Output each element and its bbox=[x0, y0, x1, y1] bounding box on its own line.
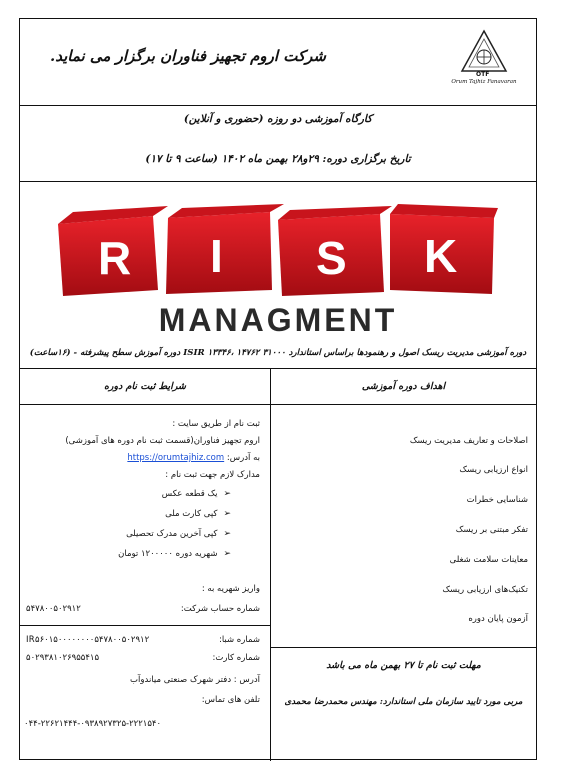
divider bbox=[20, 625, 270, 626]
doc-item bbox=[162, 489, 231, 499]
check-icon: ➢ bbox=[223, 549, 231, 559]
website-link[interactable]: https://orumtajhiz.com bbox=[127, 453, 225, 463]
list-item: معاینات سلامت شغلی bbox=[449, 555, 528, 565]
list-item: انواع ارزیابی ریسک bbox=[459, 465, 528, 475]
address-line: آدرس : دفتر شهرک صنعتی میاندوآب bbox=[130, 675, 260, 685]
divider bbox=[271, 647, 536, 648]
check-icon: ➢ bbox=[223, 489, 231, 499]
doc-item-label: کپی آخرین مدرک تحصیلی bbox=[126, 529, 218, 539]
divider bbox=[20, 105, 536, 106]
registration-header: شرایط ثبت نام دوره bbox=[103, 381, 187, 392]
cube-letter-i: I bbox=[210, 230, 223, 282]
date-line: تاریخ برگزاری دوره: ۲۹و۲۸ بهمن ماه ۱۴۰۲ (ساعت ۹ تا ۱۷) bbox=[145, 153, 411, 165]
cube-k bbox=[390, 204, 498, 294]
divider bbox=[20, 181, 536, 182]
cube-letter-r: R bbox=[98, 232, 132, 284]
workshop-line: کارگاه آموزشی دو روزه (حضوری و آنلاین) bbox=[183, 113, 373, 125]
document-page bbox=[19, 18, 537, 760]
sheba-number: IR۵۶۰۱۵۰۰۰۰۰۰۰۰۵۴۷۸۰۰۵۰۲۹۱۲ bbox=[26, 635, 150, 645]
risk-management-banner bbox=[58, 204, 498, 334]
registration-line2: اروم تجهیز فناوران(قسمت ثبت نام دوره های آموزشی) bbox=[65, 436, 260, 446]
logo-text: Orum Tajhiz Fanavaran bbox=[451, 79, 517, 85]
account-label: شماره حساب شرکت: bbox=[180, 604, 260, 614]
card-label: شماره کارت: bbox=[212, 653, 260, 663]
objectives-header: اهداف دوره آموزشی bbox=[361, 381, 446, 392]
check-icon: ➢ bbox=[223, 509, 231, 519]
phone-label: تلفن های تماس: bbox=[201, 695, 260, 705]
course-line: دوره آموزشی مدیریت ریسک اصول و رهنمودها براساس استاندارد ۳۱۰۰۰ ISIR ۱۳۳۴۶، ۱۴۷۶۲ دوره آموزش سطح پیشرفته - (۱۶ساعت) bbox=[29, 348, 527, 358]
company-title: شرکت اروم تجهیز فناوران برگزار می نماید. bbox=[49, 47, 326, 65]
cube-letter-s: S bbox=[316, 232, 347, 284]
sheba-label: شماره شبا: bbox=[218, 635, 260, 645]
doc-item-label: کپی کارت ملی bbox=[165, 509, 218, 519]
cube-r bbox=[58, 206, 168, 296]
registration-line1: ثبت نام از طریق سایت : bbox=[172, 419, 260, 429]
list-item: شناسایی خطرات bbox=[466, 495, 528, 505]
account-number: ۵۴۷۸۰۰۵۰۲۹۱۲ bbox=[26, 604, 81, 614]
doc-item-label: یک قطعه عکس bbox=[161, 489, 218, 499]
docs-label: مدارک لازم جهت ثبت نام : bbox=[165, 470, 260, 480]
trainer-line: مربی مورد تایید سازمان ملی استاندارد: مهندس محمدرضا محمدی bbox=[284, 697, 523, 707]
company-logo bbox=[451, 27, 517, 91]
cube-letter-k: K bbox=[424, 230, 458, 282]
list-item: تکنیک‌های ارزیابی ریسک bbox=[442, 585, 528, 595]
objectives-list bbox=[271, 405, 536, 655]
phone-numbers: ۰۴۴-۲۲۶۲۱۴۴۴-۰۹۳۸۹۲۷۳۲۵-۲۲۲۱۵۴۰ bbox=[24, 719, 162, 729]
doc-item-label: شهریه دوره ۱۲۰۰۰۰۰ تومان bbox=[118, 549, 218, 559]
doc-item bbox=[118, 549, 231, 559]
logo-mark: OTF bbox=[476, 71, 490, 78]
banner-word: MANAGMENT bbox=[158, 302, 398, 334]
deadline-line: مهلت ثبت نام تا ۲۷ بهمن ماه می باشد bbox=[326, 660, 481, 671]
check-icon: ➢ bbox=[223, 529, 231, 539]
divider bbox=[20, 368, 536, 369]
list-item: اصلاحات و تعاریف مدیریت ریسک bbox=[409, 436, 528, 446]
list-item: تفکر مبتنی بر ریسک bbox=[455, 525, 528, 535]
doc-item bbox=[126, 529, 231, 539]
cube-i bbox=[166, 204, 284, 294]
list-item: آزمون پایان دوره bbox=[468, 614, 528, 624]
card-number: ۵۰۲۹۳۸۱۰۲۶۹۵۵۴۱۵ bbox=[26, 653, 100, 663]
cube-s bbox=[278, 206, 392, 296]
website-row bbox=[127, 453, 260, 463]
deposit-label: واریز شهریه به : bbox=[201, 584, 260, 594]
doc-item bbox=[165, 509, 231, 519]
address-label: به آدرس: bbox=[226, 453, 260, 463]
